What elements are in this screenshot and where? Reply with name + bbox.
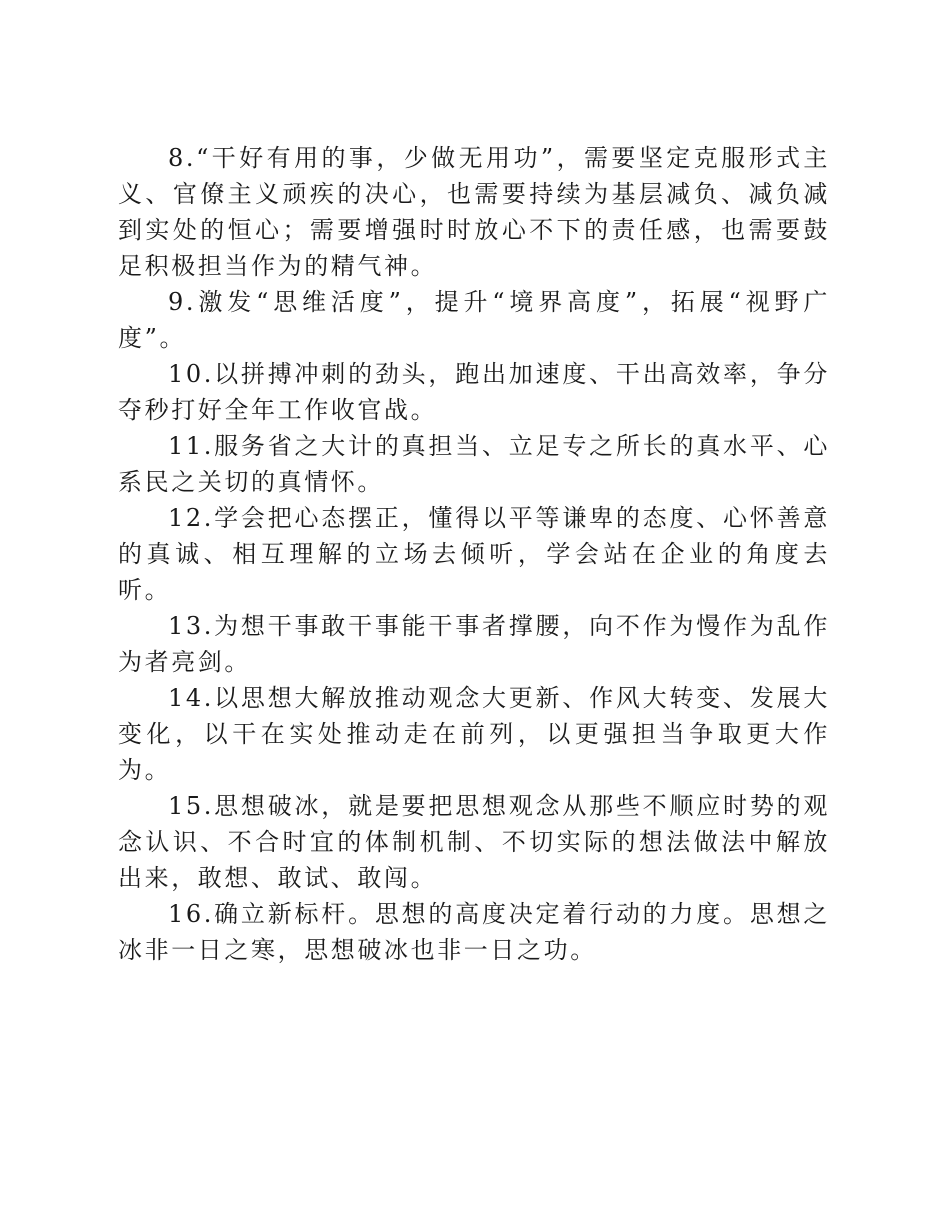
paragraph-14: 14.以思想大解放推动观念大更新、作风大转变、发展大变化，以干在实处推动走在前列，以更强担当争取更大作为。	[118, 684, 830, 784]
paragraph-15: 15.思想破冰，就是要把思想观念从那些不顺应时势的观念认识、不合时宜的体制机制、不切实际的想法做法中解放出来，敢想、敢试、敢闯。	[118, 792, 830, 892]
paragraph-13: 13.为想干事敢干事能干事者撑腰，向不作为慢作为乱作为者亮剑。	[118, 612, 830, 676]
paragraph-8: 8.“干好有用的事，少做无用功”，需要坚定克服形式主义、官僚主义顽疾的决心，也需要持续为基层减负、减负减到实处的恒心；需要增强时时放心不下的责任感，也需要鼓足积极担当作为的精气神。	[118, 144, 830, 280]
paragraph-16: 16.确立新标杆。思想的高度决定着行动的力度。思想之冰非一日之寒，思想破冰也非一日之功。	[118, 900, 830, 964]
paragraph-10: 10.以拼搏冲刺的劲头，跑出加速度、干出高效率，争分夺秒打好全年工作收官战。	[118, 360, 830, 424]
paragraph-9: 9.激发“思维活度”，提升“境界高度”，拓展“视野广度”。	[118, 288, 830, 352]
paragraph-11: 11.服务省之大计的真担当、立足专之所长的真水平、心系民之关切的真情怀。	[118, 432, 830, 496]
paragraph-12: 12.学会把心态摆正，懂得以平等谦卑的态度、心怀善意的真诚、相互理解的立场去倾听，学会站在企业的角度去听。	[118, 504, 830, 604]
document-body	[118, 140, 830, 968]
